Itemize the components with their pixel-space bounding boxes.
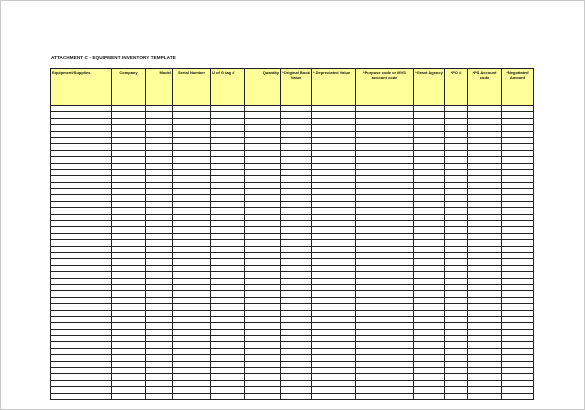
column-header-depreciated-value: * Depreciated Value: [312, 69, 356, 106]
table-body: [51, 106, 534, 400]
table-cell[interactable]: [51, 393, 112, 399]
column-header-ps-account-code: *PS Account code: [468, 69, 502, 106]
table-cell[interactable]: [414, 393, 445, 399]
column-header-equipment: Equipment/Supplies: [51, 69, 112, 106]
table-cell[interactable]: [146, 393, 173, 399]
column-header-original-book-value: *Original Book Value: [281, 69, 312, 106]
column-header-quantity: Quantity: [245, 69, 281, 106]
table-cell[interactable]: [356, 393, 414, 399]
column-header-company: Company: [112, 69, 146, 106]
table-cell[interactable]: [112, 393, 146, 399]
table-cell[interactable]: [173, 393, 211, 399]
table-cell[interactable]: [468, 393, 502, 399]
column-header-grant-agency: *Grant Agency: [414, 69, 445, 106]
column-header-negotiated-amount: *Negotiated Amount: [502, 69, 534, 106]
table-cell[interactable]: [502, 393, 534, 399]
table-cell[interactable]: [211, 393, 245, 399]
equipment-inventory-table: [50, 68, 534, 400]
column-header-tag: U of G tag #: [211, 69, 245, 106]
table-cell[interactable]: [445, 393, 468, 399]
column-header-po-number: *PO #: [445, 69, 468, 106]
column-header-serial-number: Serial Number: [173, 69, 211, 106]
document-title: ATTACHMENT C - EQUIPMENT INVENTORY TEMPLATE: [51, 55, 176, 60]
column-header-model: Model: [146, 69, 173, 106]
header-row: [51, 69, 534, 106]
table-cell[interactable]: [245, 393, 281, 399]
table-cell[interactable]: [281, 393, 312, 399]
table-cell[interactable]: [312, 393, 356, 399]
table-row: [51, 393, 534, 399]
column-header-purpose-code: *Purpose code or MVS account code: [356, 69, 414, 106]
